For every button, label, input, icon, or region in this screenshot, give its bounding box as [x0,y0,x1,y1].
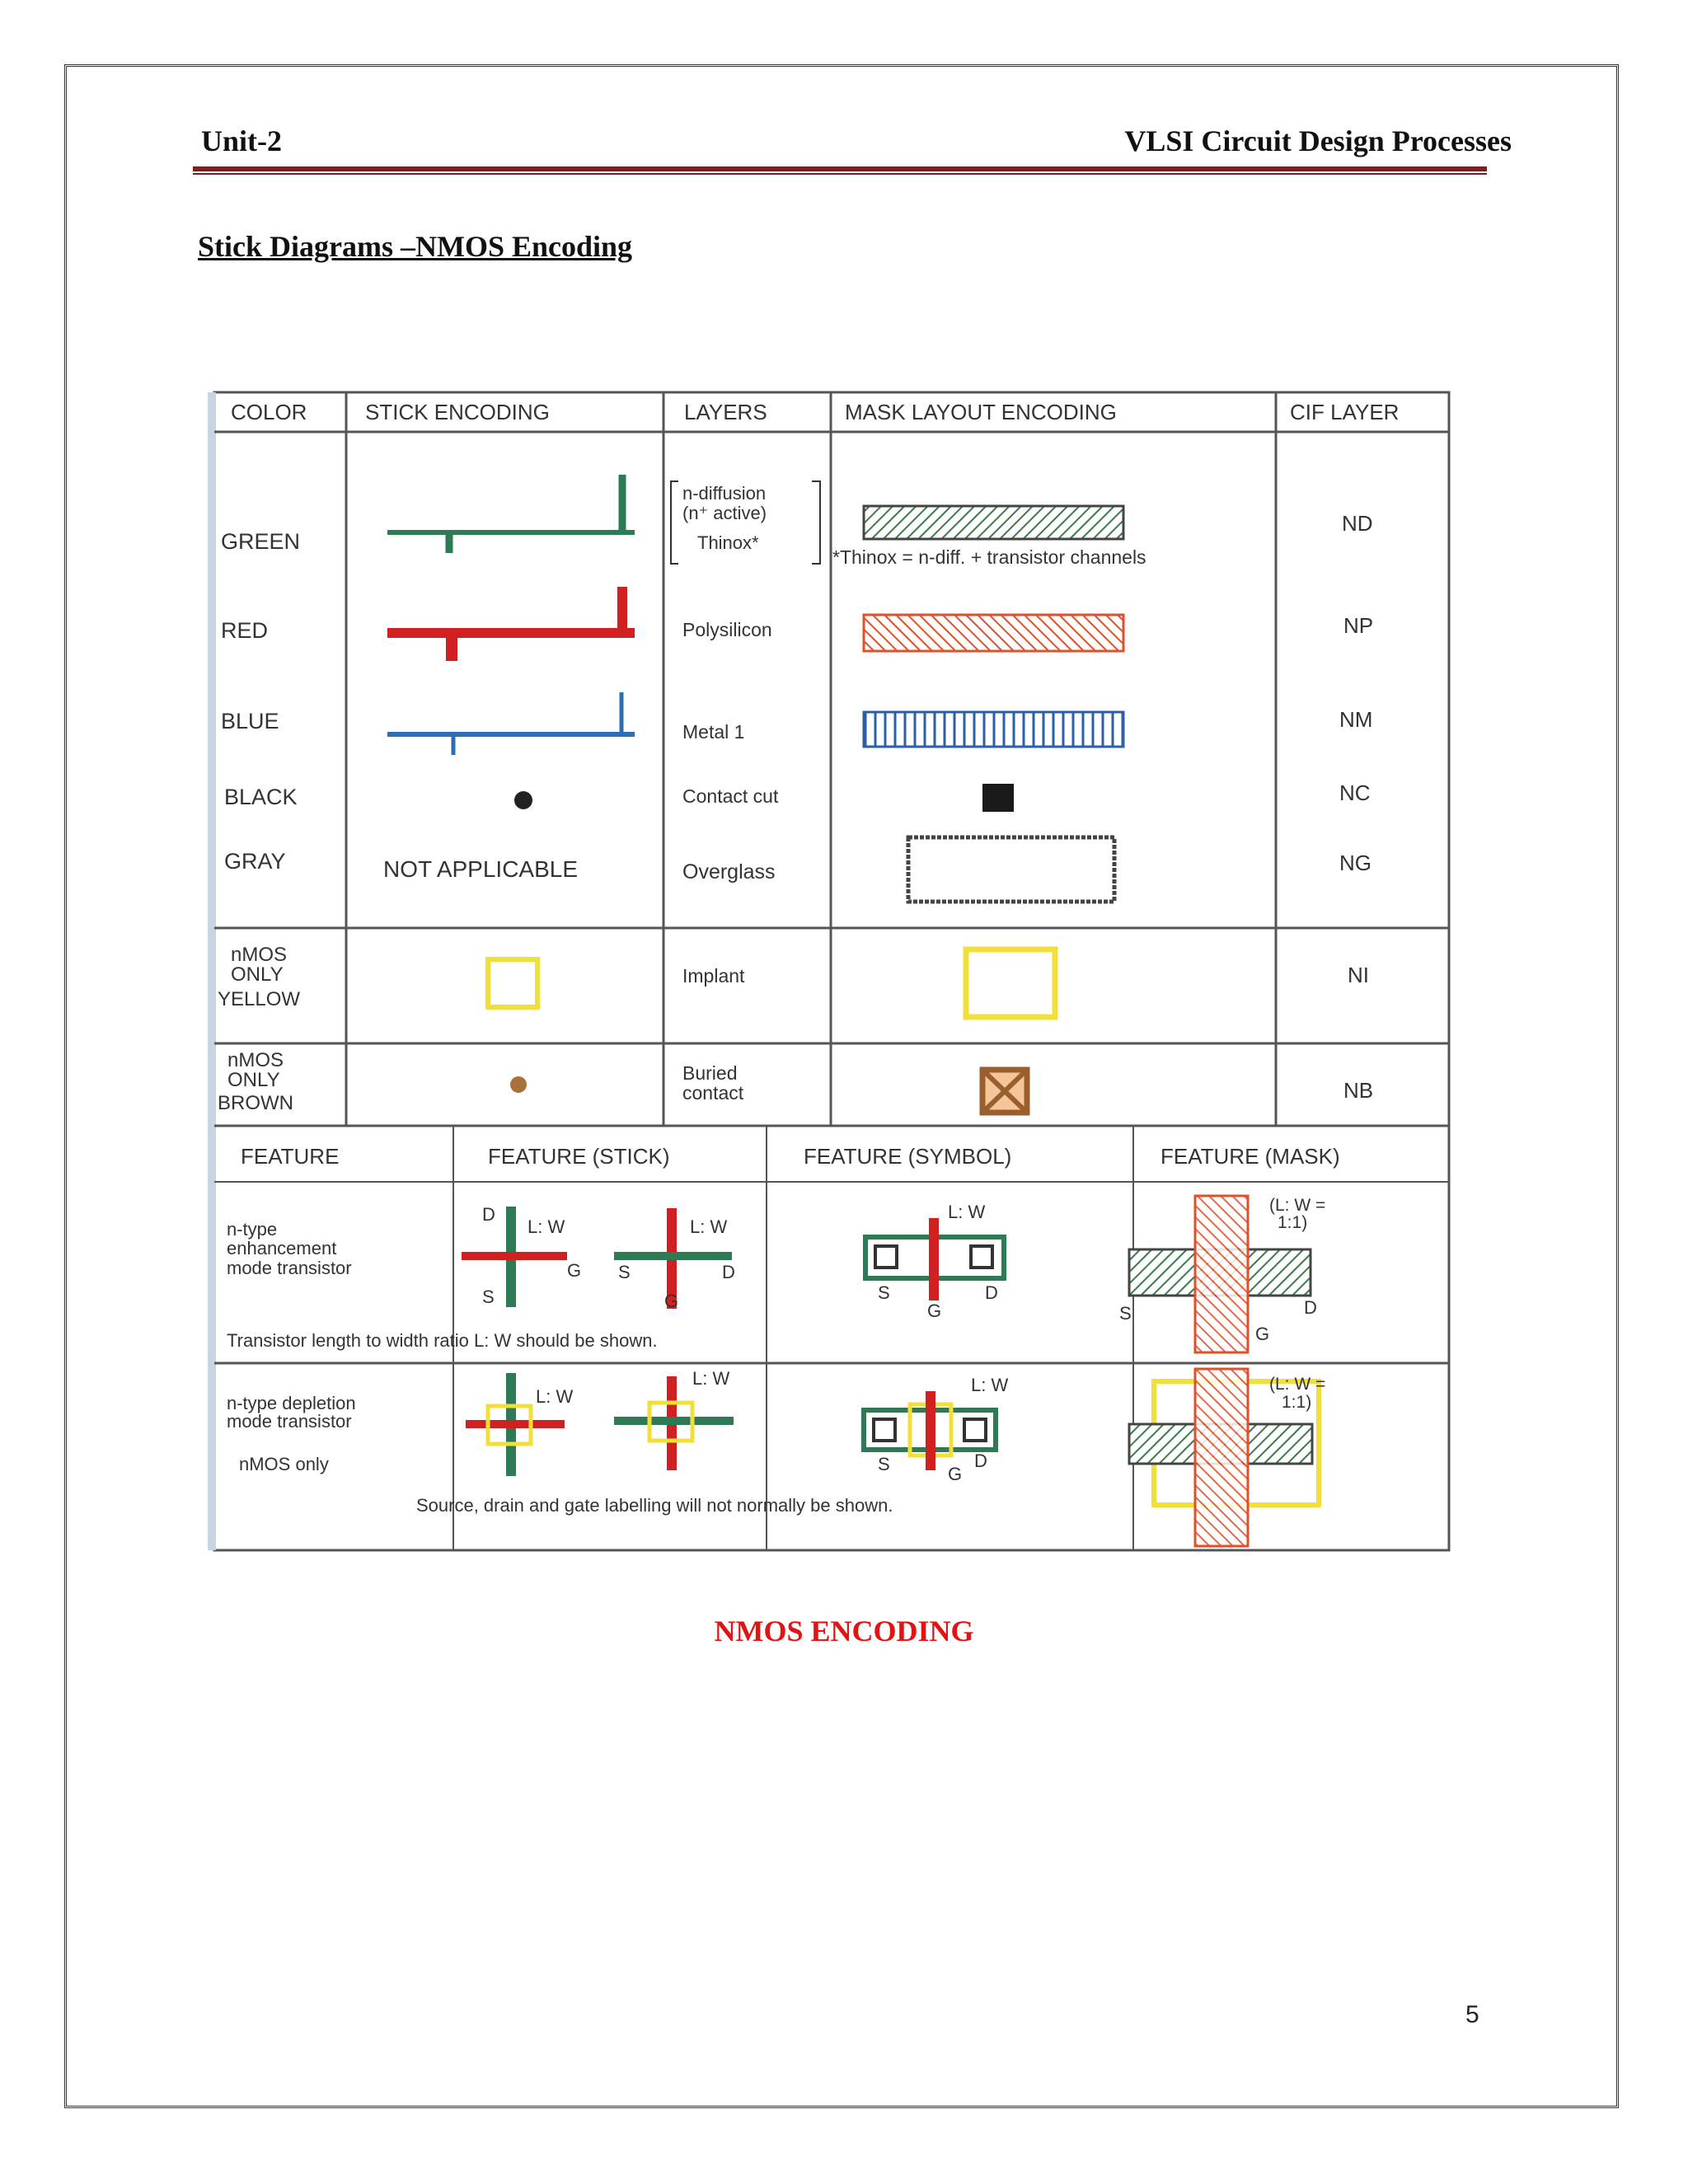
mask-red [864,615,1123,651]
svg-text:G: G [1255,1324,1270,1344]
svg-text:L: W: L: W [528,1216,565,1237]
section-title: Stick Diagrams –NMOS Encoding [198,230,633,263]
stick-yellow [488,959,537,1007]
mask-gray [908,837,1114,902]
svg-text:S: S [1119,1303,1132,1324]
color-red: RED [221,618,269,643]
figure-caption: NMOS ENCODING [714,1615,974,1647]
mask-black [982,784,1014,812]
svg-text:n-diffusion: n-diffusion [682,483,767,504]
header-color: COLOR [231,400,307,424]
mask-green [864,506,1123,539]
svg-text:(L: W =: (L: W = [1269,1196,1326,1215]
cif-nc: NC [1339,780,1371,805]
svg-text:contact: contact [682,1082,744,1104]
cif-np: NP [1343,613,1374,638]
color-blue: BLUE [221,709,279,733]
mask-yellow [966,949,1055,1017]
svg-text:L: W: L: W [692,1368,730,1389]
header-layers: LAYERS [684,400,767,424]
color-black: BLACK [224,785,298,809]
header-feature-stick: FEATURE (STICK) [488,1144,670,1169]
svg-text:1:1): 1:1) [1278,1213,1308,1232]
svg-text:D: D [482,1204,495,1225]
cif-ni: NI [1348,963,1369,987]
svg-text:Overglass: Overglass [682,860,776,883]
stick-blue [387,692,635,755]
svg-text:L: W: L: W [948,1202,986,1222]
svg-text:(L: W =: (L: W = [1269,1375,1326,1394]
nmos-encoding-figure [198,384,1484,1554]
mask-brown [982,1070,1027,1113]
svg-text:ONLY: ONLY [231,963,284,986]
labelling-note: Source, drain and gate labelling will not normally be shown. [416,1495,893,1516]
header-unit: Unit-2 [201,124,282,157]
svg-text:L: W: L: W [971,1375,1009,1395]
svg-text:L: W: L: W [690,1216,728,1237]
svg-text:mode transistor: mode transistor [227,1411,352,1432]
svg-text:D: D [1304,1297,1317,1318]
header-cif: CIF LAYER [1290,400,1400,424]
header-feature: FEATURE [241,1144,340,1169]
svg-text:nMOS: nMOS [231,944,288,966]
svg-text:D: D [974,1451,987,1471]
stick-brown [510,1076,527,1093]
cif-nd: ND [1342,511,1373,536]
svg-text:mode transistor: mode transistor [227,1258,352,1278]
svg-text:Metal 1: Metal 1 [682,721,745,743]
svg-text:S: S [878,1454,890,1474]
svg-text:Buried: Buried [682,1062,738,1084]
header-mask: MASK LAYOUT ENCODING [845,400,1117,424]
header-feature-symbol: FEATURE (SYMBOL) [804,1144,1012,1169]
stick-red [387,587,635,661]
svg-text:ONLY: ONLY [227,1069,280,1091]
svg-text:S: S [878,1282,890,1303]
svg-text:Contact cut: Contact cut [682,785,779,807]
svg-text:Implant: Implant [682,965,745,987]
mask-blue [864,712,1123,747]
svg-text:n-type depletion: n-type depletion [227,1393,356,1413]
stick-black [514,791,532,809]
svg-text:G: G [664,1291,679,1311]
svg-text:G: G [927,1301,942,1321]
header-course: VLSI Circuit Design Processes [1124,124,1512,157]
svg-text:D: D [722,1262,735,1282]
lw-ratio-note: Transistor length to width ratio L: W should be shown. [227,1330,658,1351]
svg-text:(n⁺ active): (n⁺ active) [682,503,767,523]
svg-text:Thinox*: Thinox* [697,532,759,553]
svg-text:L: W: L: W [536,1386,574,1407]
svg-text:n-type: n-type [227,1219,278,1240]
cif-nb: NB [1343,1078,1374,1103]
svg-text:G: G [567,1260,582,1281]
nmos-only-label: nMOS only [239,1454,329,1474]
stick-green [387,475,635,553]
page-number: 5 [1465,2001,1479,2028]
svg-text:Polysilicon: Polysilicon [682,619,772,640]
svg-text:S: S [482,1286,495,1307]
svg-text:enhancement: enhancement [227,1238,337,1258]
stick-gray: NOT APPLICABLE [383,856,579,882]
svg-text:S: S [618,1262,631,1282]
color-yellow: YELLOW [218,988,301,1010]
color-brown: BROWN [218,1092,293,1114]
thinox-note: *Thinox = n-diff. + transistor channels [832,546,1146,568]
cif-ng: NG [1339,851,1372,875]
color-gray: GRAY [224,849,286,874]
svg-text:G: G [948,1464,963,1484]
header-feature-mask: FEATURE (MASK) [1160,1144,1340,1169]
svg-text:D: D [985,1282,998,1303]
header-stick: STICK ENCODING [365,400,550,424]
color-green: GREEN [221,529,301,554]
svg-text:1:1): 1:1) [1282,1393,1312,1412]
svg-text:nMOS: nMOS [227,1049,284,1071]
header-rule [193,166,1487,171]
cif-nm: NM [1339,707,1373,732]
